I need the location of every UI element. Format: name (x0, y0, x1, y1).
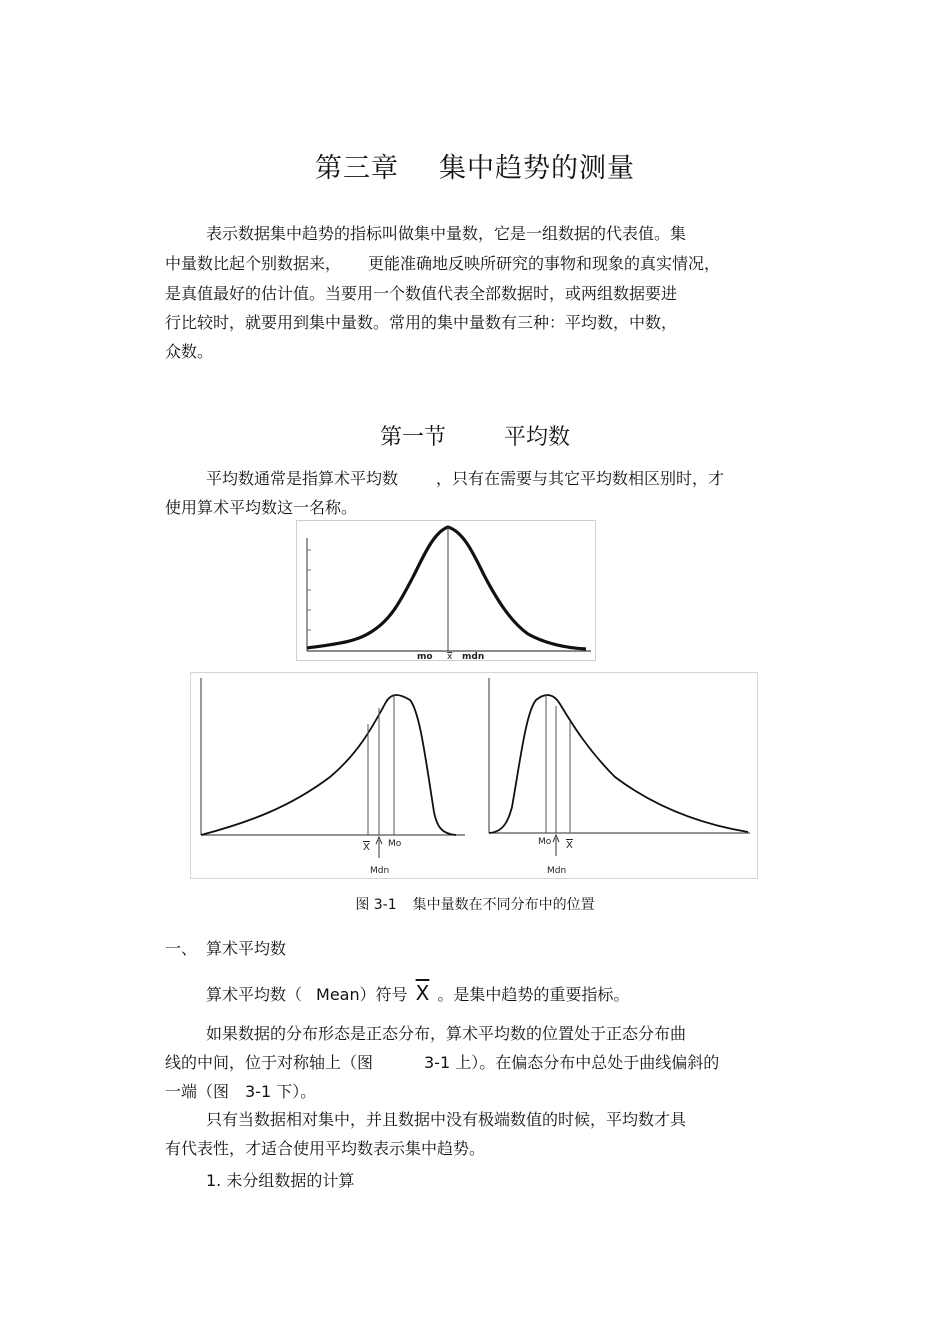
intro-line-2a: 中量数比起个别数据来， (165, 254, 342, 273)
section-para-line-1a: 平均数通常是指算术平均数 (206, 469, 399, 488)
section-number: 第一节 (379, 425, 446, 450)
mean-definition (206, 979, 629, 1009)
para2-line-2b: 3-1 上）。在偏态分布中总处于曲线偏斜的 (424, 1053, 720, 1072)
left-label-mdn: Mdn (370, 866, 390, 876)
mean-line-c: 。是集中趋势的重要指标。 (437, 985, 630, 1004)
para2-line-3b: 3-1 下）。 (245, 1082, 317, 1101)
chapter-title (0, 146, 950, 185)
intro-line-1: 表示数据集中趋势的指标叫做集中量数，它是一组数据的代表值。集 (206, 224, 687, 243)
normal-curve (307, 527, 586, 649)
mean-symbol: $\overline{X}$ (415, 981, 430, 1005)
figure-caption (0, 894, 950, 914)
label-x: x (447, 652, 453, 662)
subsection-heading: 算术平均数 (206, 939, 287, 958)
figure-frame (191, 673, 758, 879)
skewed-distributions-figure (190, 672, 758, 880)
right-label-x: X (566, 840, 573, 851)
para2-line-2a: 线的中间，位于对称轴上（图 (165, 1053, 374, 1072)
label-mo: mo (417, 652, 433, 662)
para3-line-2: 有代表性，才适合使用平均数表示集中趋势。 (165, 1139, 486, 1158)
intro-line-3: 是真值最好的估计值。当要用一个数值代表全部数据时，或两组数据要进 (165, 284, 678, 303)
item-1: 1. 未分组数据的计算 (206, 1171, 355, 1190)
section-title (0, 420, 950, 451)
para2-line-3a: 一端（图 (165, 1082, 230, 1101)
section-para-line-1b: ，只有在需要与其它平均数相区别时，才 (436, 469, 725, 488)
label-mdn: mdn (462, 652, 485, 662)
left-label-x: X (363, 842, 370, 853)
intro-line-4: 行比较时，就要用到集中量数。常用的集中量数有三种：平均数，中数， (165, 313, 678, 332)
figure-frame (297, 521, 596, 661)
positive-skew-panel (489, 678, 750, 876)
subsection-number: 一、 (165, 939, 198, 958)
mean-line-b: Mean）符号 (316, 985, 408, 1004)
positive-skew-curve (489, 695, 748, 833)
caption-text: 集中量数在不同分布中的位置 (412, 897, 595, 913)
section-para-line-2: 使用算术平均数这一名称。 (165, 498, 358, 517)
left-label-mo: Mo (388, 839, 402, 849)
caption-number: 图 3-1 (355, 897, 397, 913)
intro-line-5: 众数。 (165, 342, 214, 361)
para2-line-1: 如果数据的分布形态是正态分布，算术平均数的位置处于正态分布曲 (206, 1024, 687, 1043)
right-label-mo: Mo (538, 837, 552, 847)
negative-skew-panel (201, 678, 465, 876)
mean-line-a: 算术平均数（ (206, 985, 303, 1004)
y-ticks (307, 550, 311, 630)
para3-line-1: 只有当数据相对集中，并且数据中没有极端数值的时候，平均数才具 (206, 1110, 687, 1129)
section-name: 平均数 (504, 425, 571, 450)
negative-skew-curve (201, 695, 456, 835)
chapter-name: 集中趋势的测量 (439, 153, 635, 184)
right-label-mdn: Mdn (547, 866, 567, 876)
normal-distribution-figure (296, 520, 596, 662)
chapter-number: 第三章 (315, 153, 399, 184)
intro-line-2b: 更能准确地反映所研究的事物和现象的真实情况， (368, 254, 721, 273)
